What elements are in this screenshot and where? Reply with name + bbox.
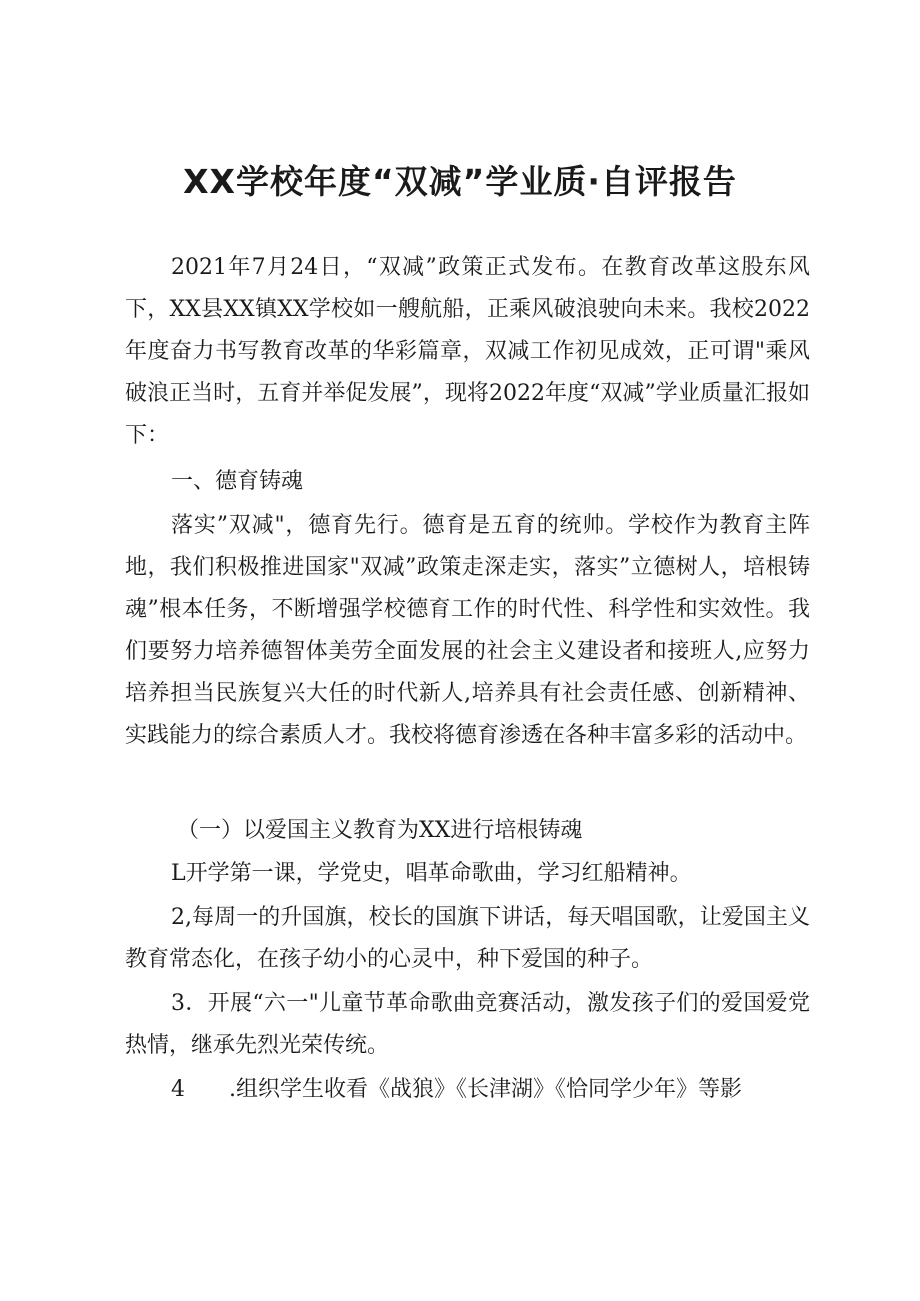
section-heading-moral-education: 一、德育铸魂	[171, 469, 304, 494]
list-item-2: 2,每周一的升国旗，校长的国旗下讲话，每天唱国歌，让爱国主义教育常态化，在孩子幼小的心灵中，种下爱国的种子。	[125, 905, 810, 972]
section-paragraph-moral-education: 落实”双减"，德育先行。德育是五育的统帅。学校作为教育主阵地，我们积极推进国家"双减”政策走深走实，落实”立德树人，培根铸魂”根本任务，不断增强学校德育工作的时代性、科学性和实效性。我们要努力培养德智体美劳全面发展的社会主义建设者和接班人,应努力培养担当民族复兴大任的时代新人,培养具有社会责任感、创新精神、实践能力的综合素质人才。我校将德育渗透在各种丰富多彩的活动中。	[125, 513, 810, 748]
intro-paragraph: 2021年7月24日，“双减”政策正式发布。在教育改革这股东风下，XX县XX镇XX学校如一艘航船，正乘风破浪驶向未来。我校2022年度奋力书写教育改革的华彩篇章，双减工作初见成效，正可谓"乘风破浪正当时，五育并举促发展”，现将2022年度“双减”学业质量汇报如下：	[125, 255, 810, 448]
document-title: XX学校年度“双减”学业质·自评报告	[183, 162, 737, 201]
subsection-heading-patriotism: （一）以爱国主义教育为XX进行培根铸魂	[177, 818, 583, 843]
list-item-4: 4 .组织学生收看《战狼》《长津湖》《恰同学少年》等影	[171, 1077, 742, 1102]
list-item-3: 3．开展“六一"儿童节革命歌曲竞赛活动，激发孩子们的爱国爱党热情，继承先烈光荣传统。	[125, 991, 810, 1058]
list-item-1: L开学第一课，学党史，唱革命歌曲，学习红船精神。	[171, 861, 692, 886]
